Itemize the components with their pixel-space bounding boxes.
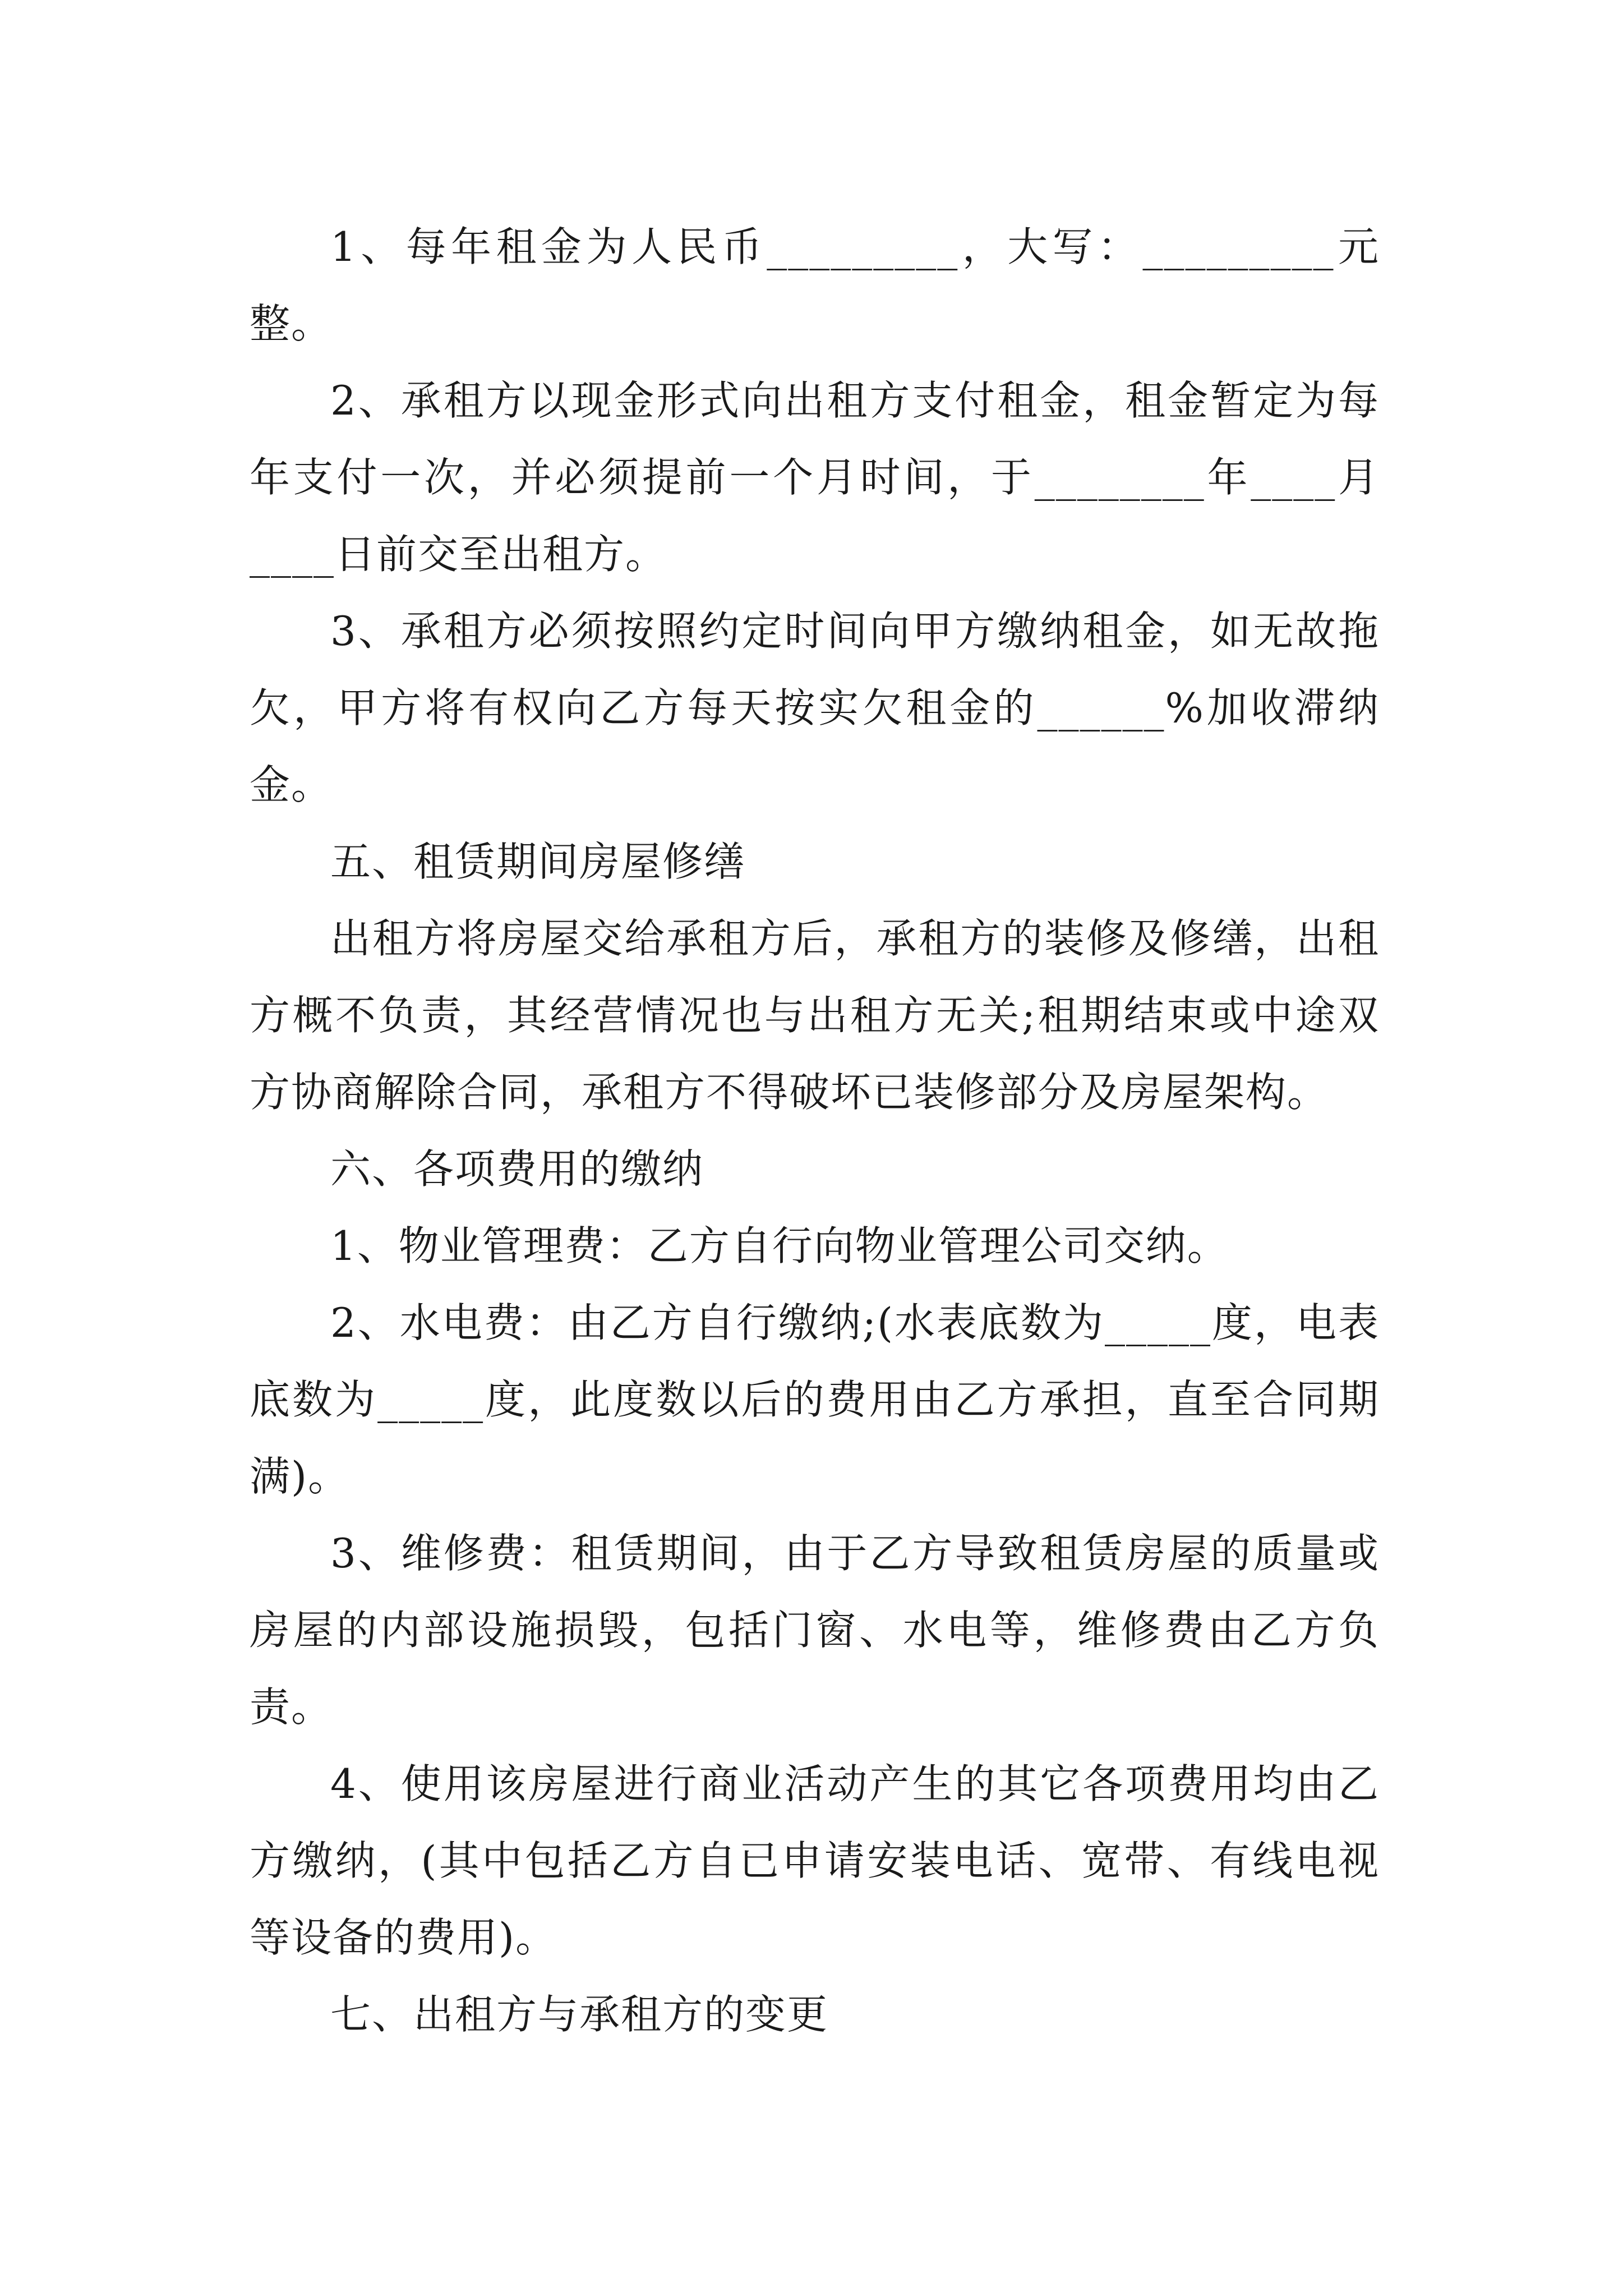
clause-maintenance: 3、维修费：租赁期间，由于乙方导致租赁房屋的质量或房屋的内部设施损毁，包括门窗、水电等，维修费由乙方负责。 [250, 1530, 1380, 1731]
section-heading-change: 七、出租方与承租方的变更 [330, 1991, 829, 2038]
clause-other-fees: 4、使用该房屋进行商业活动产生的其它各项费用均由乙方缴纳，(其中包括乙方自已申请安装电话、宽带、有线电视等设备的费用)。 [250, 1760, 1380, 1961]
clause-annual-rent: 1、每年租金为人民币_________，大写：_________元整。 [250, 223, 1380, 347]
clause-payment-method: 2、承租方以现金形式向出租方支付租金，租金暂定为每年支付一次，并必须提前一个月时间，于________年____月____日前交至出租方。 [250, 377, 1380, 578]
document-body [250, 209, 1380, 2053]
clause-property-fee: 1、物业管理费：乙方自行向物业管理公司交纳。 [330, 1222, 1229, 1269]
clause-repairs: 出租方将房屋交给承租方后，承租方的装修及修缮，出租方概不负责，其经营情况也与出租方无关;租期结束或中途双方协商解除合同，承租方不得破坏已装修部分及房屋架构。 [250, 915, 1380, 1116]
clause-late-fee: 3、承租方必须按照约定时间向甲方缴纳租金，如无故拖欠，甲方将有权向乙方每天按实欠租金的______%加收滞纳金。 [250, 608, 1380, 808]
section-heading-repairs: 五、租赁期间房屋修缮 [330, 838, 746, 885]
clause-utilities: 2、水电费：由乙方自行缴纳;(水表底数为_____度，电表底数为_____度，此度数以后的费用由乙方承担，直至合同期满)。 [250, 1299, 1380, 1500]
section-heading-fees: 六、各项费用的缴纳 [330, 1145, 704, 1193]
